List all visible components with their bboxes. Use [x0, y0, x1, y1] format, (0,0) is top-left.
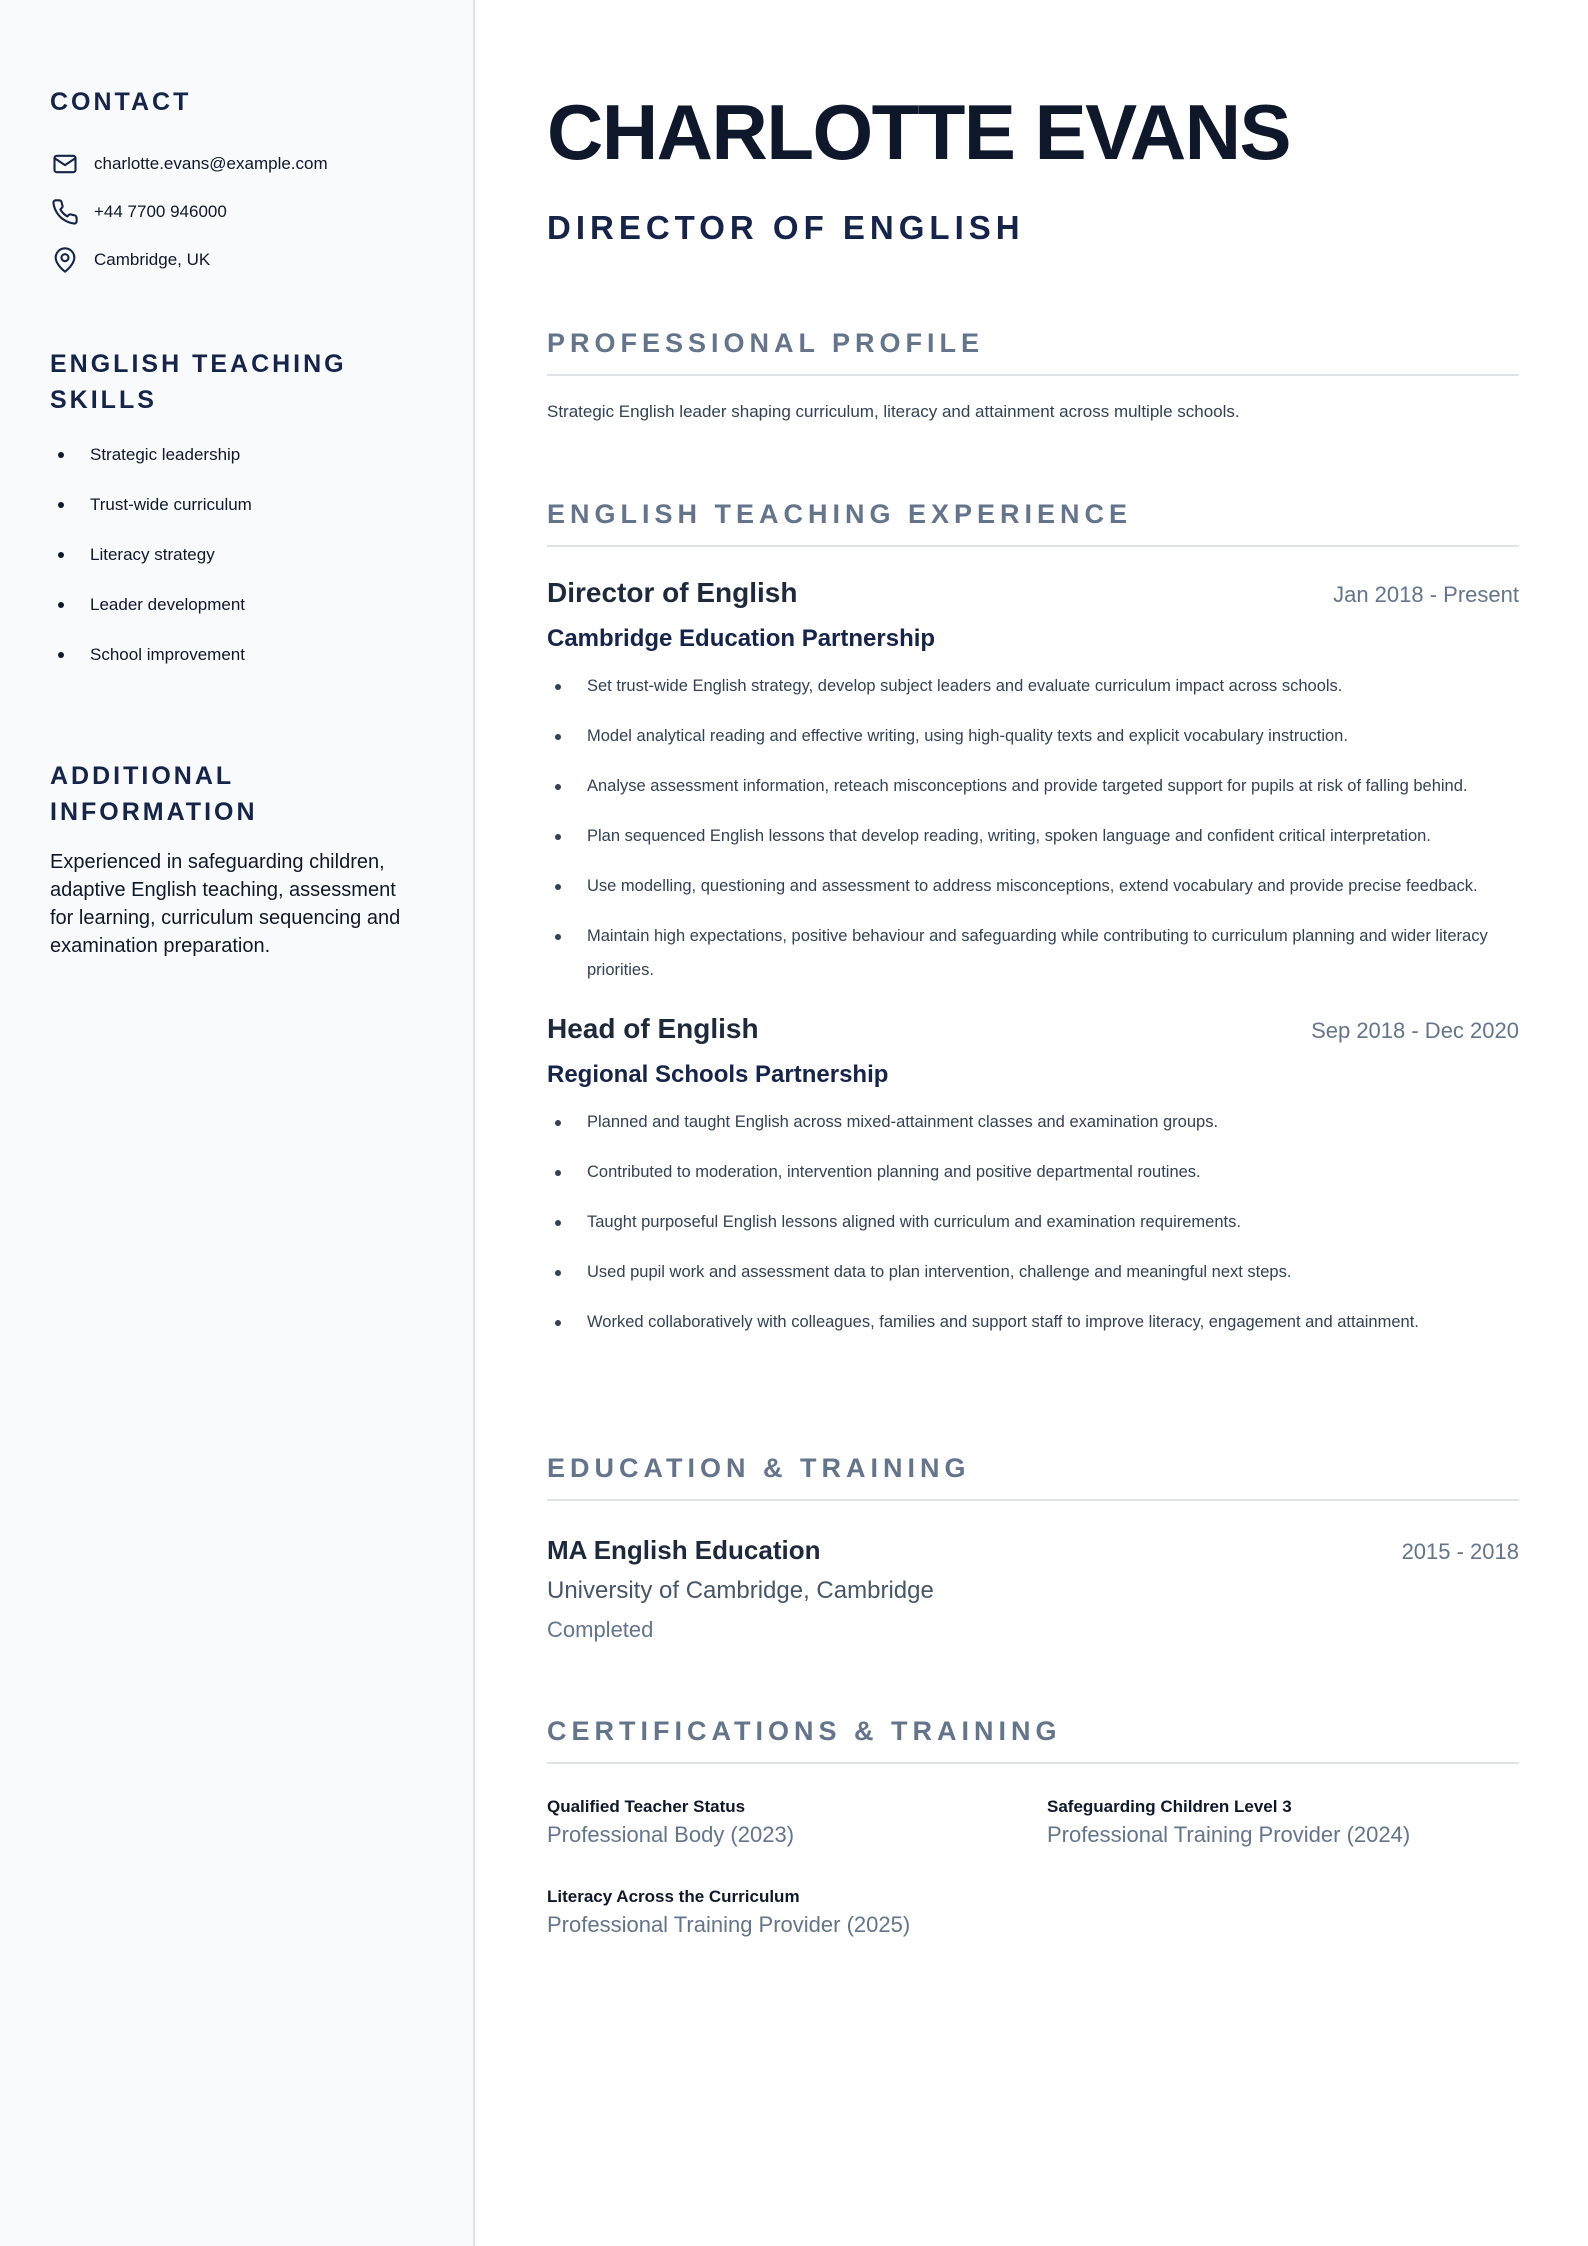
education-status: Completed [547, 1617, 654, 1642]
phone-icon [50, 197, 80, 227]
certification-item [1047, 1796, 1519, 1850]
contact-location: Cambridge, UK [94, 250, 211, 269]
additional-text: Experienced in safeguarding children, adaptive English teaching, assessment for learning, curriculum sequencing and examination preparation. [50, 851, 401, 957]
job-dates: Jan 2018 - Present [1333, 582, 1519, 607]
list-item: Set trust-wide English strategy, develop subject leaders and evaluate curriculum impact across schools. [547, 669, 1519, 703]
contact-email-row [50, 140, 423, 188]
skills-list [50, 440, 423, 690]
map-pin-icon [50, 245, 80, 275]
contact-email[interactable]: charlotte.evans@example.com [94, 154, 328, 173]
profile-section [547, 326, 1519, 424]
list-item: Use modelling, questioning and assessment to address misconceptions, extend vocabulary and provide precise feedback. [547, 869, 1519, 903]
job-organization: Regional Schools Partnership [547, 1061, 889, 1088]
list-item: Contributed to moderation, intervention planning and positive departmental routines. [547, 1155, 1519, 1189]
certifications-section [547, 1714, 1519, 1940]
list-item: Literacy strategy [50, 540, 423, 590]
certification-detail: Professional Body (2023) [547, 1822, 795, 1847]
list-item: Worked collaboratively with colleagues, families and support staff to improve literacy, engagement and attainment. [547, 1305, 1519, 1339]
list-item: Trust-wide curriculum [50, 490, 423, 540]
list-item: Used pupil work and assessment data to plan intervention, challenge and meaningful next steps. [547, 1255, 1519, 1289]
job-header [547, 577, 1519, 613]
job-title: Director of English [547, 577, 798, 608]
certification-name: Qualified Teacher Status [547, 1797, 746, 1816]
certifications-heading: CERTIFICATIONS & TRAINING [547, 1714, 1519, 1764]
contact-phone[interactable]: +44 7700 946000 [94, 202, 227, 221]
contact-location-row [50, 236, 423, 284]
education-degree: MA English Education [547, 1535, 821, 1565]
contact-list [50, 140, 423, 284]
contact-heading: CONTACT [50, 88, 192, 116]
job-bullets [547, 669, 1519, 987]
list-item: Leader development [50, 590, 423, 640]
candidate-name: CHARLOTTE EVANS [547, 88, 1291, 176]
list-item: School improvement [50, 640, 423, 690]
list-item: Plan sequenced English lessons that develop reading, writing, spoken language and confident critical interpretation. [547, 819, 1519, 853]
job-dates: Sep 2018 - Dec 2020 [1311, 1018, 1519, 1043]
education-school: University of Cambridge, Cambridge [547, 1577, 934, 1604]
profile-text: Strategic English leader shaping curriculum, literacy and attainment across multiple schools. [547, 402, 1240, 421]
job-title: Head of English [547, 1013, 759, 1044]
list-item: Maintain high expectations, positive behaviour and safeguarding while contributing to curriculum planning and wider literacy priorities. [547, 919, 1519, 987]
envelope-icon [50, 149, 80, 179]
additional-heading: ADDITIONAL INFORMATION [50, 762, 258, 826]
certification-name: Safeguarding Children Level 3 [1047, 1797, 1292, 1816]
education-dates: 2015 - 2018 [1401, 1539, 1519, 1564]
certification-name: Literacy Across the Curriculum [547, 1887, 800, 1906]
education-entry [547, 1535, 1519, 1644]
certification-detail: Professional Training Provider (2025) [547, 1912, 911, 1937]
education-header [547, 1535, 1519, 1566]
job-title-heading: DIRECTOR OF ENGLISH [547, 209, 1025, 246]
certifications-grid [547, 1796, 1519, 1940]
certification-detail: Professional Training Provider (2024) [1047, 1822, 1411, 1847]
list-item: Model analytical reading and effective writing, using high-quality texts and explicit vocabulary instruction. [547, 719, 1519, 753]
skills-heading: ENGLISH TEACHING SKILLS [50, 350, 347, 414]
job-bullets [547, 1105, 1519, 1339]
education-heading: EDUCATION & TRAINING [547, 1451, 1519, 1501]
list-item: Strategic leadership [50, 440, 423, 490]
list-item: Planned and taught English across mixed-attainment classes and examination groups. [547, 1105, 1519, 1139]
certification-item [547, 1796, 1047, 1850]
job-entry [547, 577, 1519, 987]
profile-heading: PROFESSIONAL PROFILE [547, 326, 1519, 376]
certification-item [547, 1886, 1047, 1940]
job-entry [547, 1013, 1519, 1339]
experience-section [547, 497, 1519, 1355]
experience-heading: ENGLISH TEACHING EXPERIENCE [547, 497, 1519, 547]
education-section [547, 1451, 1519, 1644]
contact-phone-row [50, 188, 423, 236]
list-item: Analyse assessment information, reteach misconceptions and provide targeted support for pupils at risk of falling behind. [547, 769, 1519, 803]
sidebar [0, 0, 475, 2246]
job-organization: Cambridge Education Partnership [547, 625, 936, 652]
list-item: Taught purposeful English lessons aligned with curriculum and examination requirements. [547, 1205, 1519, 1239]
job-header [547, 1013, 1519, 1049]
